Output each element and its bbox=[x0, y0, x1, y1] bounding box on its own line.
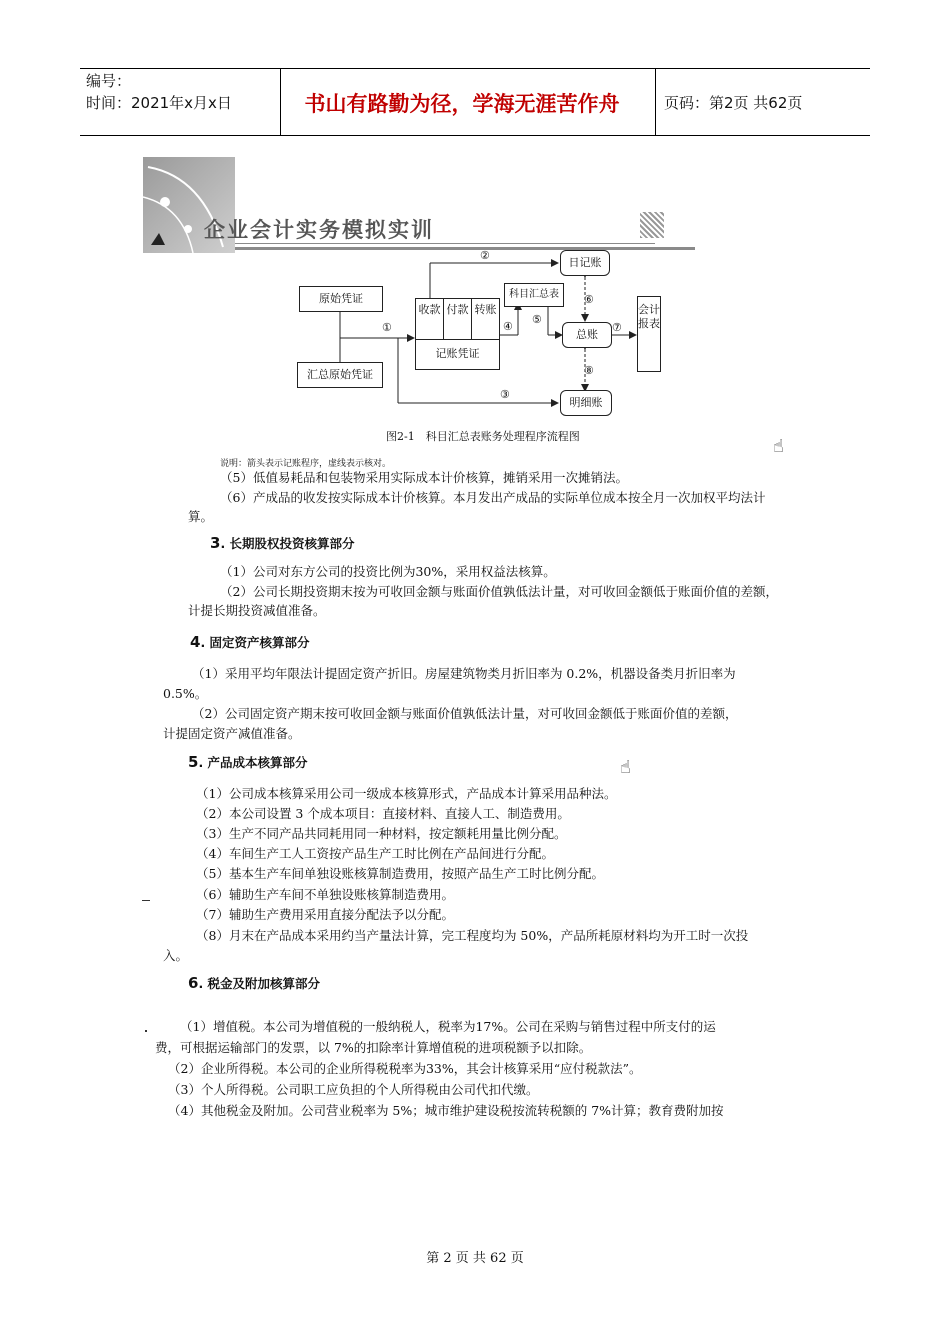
body-line: （8）月末在产品成本采用约当产量法计算，完工程度均为 50%，产品所耗原材料均为开工时一次投 bbox=[196, 928, 749, 943]
header-top-rule bbox=[80, 68, 870, 69]
body-line: （3）个人所得税。公司职工应负担的个人所得税由公司代扣代缴。 bbox=[168, 1082, 539, 1097]
receipt-cell: 收款 bbox=[416, 299, 444, 339]
body-line: （5）低值易耗品和包装物采用实际成本计价核算，摊销采用一次摊销法。 bbox=[220, 470, 628, 485]
body-line: （2）公司长期投资期末按为可收回金额与账面价值孰低法计量，对可收回金额低于账面价值的差额， bbox=[220, 584, 778, 599]
body-line: 入。 bbox=[163, 948, 189, 963]
bookkeeping-voucher-box bbox=[415, 298, 500, 370]
body-line: （1）采用平均年限法计提固定资产折旧。房屋建筑物类月折旧率为 0.2%，机器设备类月折旧率为 bbox=[192, 666, 736, 681]
reports-box: 会计报表 bbox=[637, 296, 661, 372]
body-line: 计提长期投资减值准备。 bbox=[188, 603, 326, 618]
body-line: （6）辅助生产车间不单独设账核算制造费用。 bbox=[196, 887, 454, 902]
body-line: （2）公司固定资产期末按可收回金额与账面价值孰低法计量，对可收回金额低于账面价值的差额， bbox=[192, 706, 738, 721]
journal-box: 日记账 bbox=[560, 250, 610, 276]
banner-rule-thin bbox=[235, 243, 655, 244]
summary-original-voucher-box: 汇总原始凭证 bbox=[297, 362, 383, 388]
header-meta bbox=[86, 70, 232, 114]
section-heading: 4. 固定资产核算部分 bbox=[190, 633, 310, 651]
body-line: （1）增值税。本公司为增值税的一般纳税人，税率为17%。公司在采购与销售过程中所支付的运 bbox=[180, 1019, 716, 1034]
step-5: ⑤ bbox=[532, 313, 542, 326]
header-motto: 书山有路勤为径，学海无涯苦作舟 bbox=[304, 91, 620, 116]
step-2: ② bbox=[480, 249, 490, 262]
step-8: ⑧ bbox=[584, 364, 594, 377]
body-line: （2）本公司设置 3 个成本项目：直接材料、直接人工、制造费用。 bbox=[196, 806, 570, 821]
body-line: 计提固定资产减值准备。 bbox=[163, 726, 301, 741]
stray-mark bbox=[142, 900, 150, 901]
number-label: 编号： bbox=[86, 72, 132, 90]
step-1: ① bbox=[382, 321, 392, 334]
diagram-note: 说明：箭头表示记账程序，虚线表示核对。 bbox=[220, 459, 392, 469]
section-heading: 5. 产品成本核算部分 bbox=[188, 753, 308, 771]
step-6: ⑥ bbox=[584, 293, 594, 306]
step-7: ⑦ bbox=[612, 321, 622, 334]
stray-mark bbox=[145, 1030, 147, 1032]
banner-title: 企业会计实务模拟实训 bbox=[204, 217, 434, 242]
hand-cursor-icon: ☝ bbox=[620, 757, 631, 778]
header-divider-2 bbox=[655, 68, 656, 135]
subsidiary-ledger-box: 明细账 bbox=[560, 390, 612, 416]
page-footer: 第 2 页 共 62 页 bbox=[426, 1251, 524, 1266]
body-line: （2）企业所得税。本公司的企业所得税税率为33%，其会计核算采用“应付税款法”。 bbox=[168, 1061, 642, 1076]
section-heading: 6. 税金及附加核算部分 bbox=[188, 974, 321, 992]
general-ledger-box: 总账 bbox=[562, 322, 612, 348]
body-line: （1）公司对东方公司的投资比例为30%，采用权益法核算。 bbox=[220, 564, 556, 579]
header-divider-1 bbox=[280, 68, 281, 135]
header-bottom-rule bbox=[80, 135, 870, 136]
section-heading: 3. 长期股权投资核算部分 bbox=[210, 534, 355, 552]
body-line: （1）公司成本核算采用公司一级成本核算形式，产品成本计算采用品种法。 bbox=[196, 786, 617, 801]
time-label: 时间：2021年x月x日 bbox=[86, 94, 232, 112]
banner-pattern bbox=[640, 212, 664, 238]
body-line: 费，可根据运输部门的发票，以 7%的扣除率计算增值税的进项税额予以扣除。 bbox=[155, 1040, 592, 1055]
header-page-info: 页码：第2页 共62页 bbox=[664, 94, 803, 112]
original-voucher-box: 原始凭证 bbox=[299, 286, 383, 312]
body-line: 0.5%。 bbox=[163, 686, 208, 701]
payment-cell: 付款 bbox=[444, 299, 472, 339]
body-line: 算。 bbox=[188, 509, 214, 524]
body-line: （3）生产不同产品共同耗用同一种材料，按定额耗用量比例分配。 bbox=[196, 826, 567, 841]
transfer-cell: 转账 bbox=[474, 303, 497, 316]
diagram-caption: 图2-1 科目汇总表账务处理程序流程图 bbox=[386, 430, 580, 443]
body-line: （4）车间生产工人工资按产品生产工时比例在产品间进行分配。 bbox=[196, 846, 554, 861]
body-line: （5）基本生产车间单独设账核算制造费用，按照产品生产工时比例分配。 bbox=[196, 866, 604, 881]
hand-cursor-icon: ☝ bbox=[773, 436, 784, 457]
step-3: ③ bbox=[500, 388, 510, 401]
body-line: （6）产成品的收发按实际成本计价核算。本月发出产成品的实际单位成本按全月一次加权平均法计 bbox=[220, 490, 766, 505]
subject-summary-box: 科目汇总表 bbox=[504, 283, 564, 307]
step-4: ④ bbox=[503, 320, 513, 333]
bookkeeping-voucher-label: 记账凭证 bbox=[435, 347, 480, 360]
body-line: （4）其他税金及附加。公司营业税率为 5%；城市维护建设税按流转税额的 7%计算；教育费附加按 bbox=[168, 1103, 724, 1118]
body-line: （7）辅助生产费用采用直接分配法予以分配。 bbox=[196, 907, 454, 922]
